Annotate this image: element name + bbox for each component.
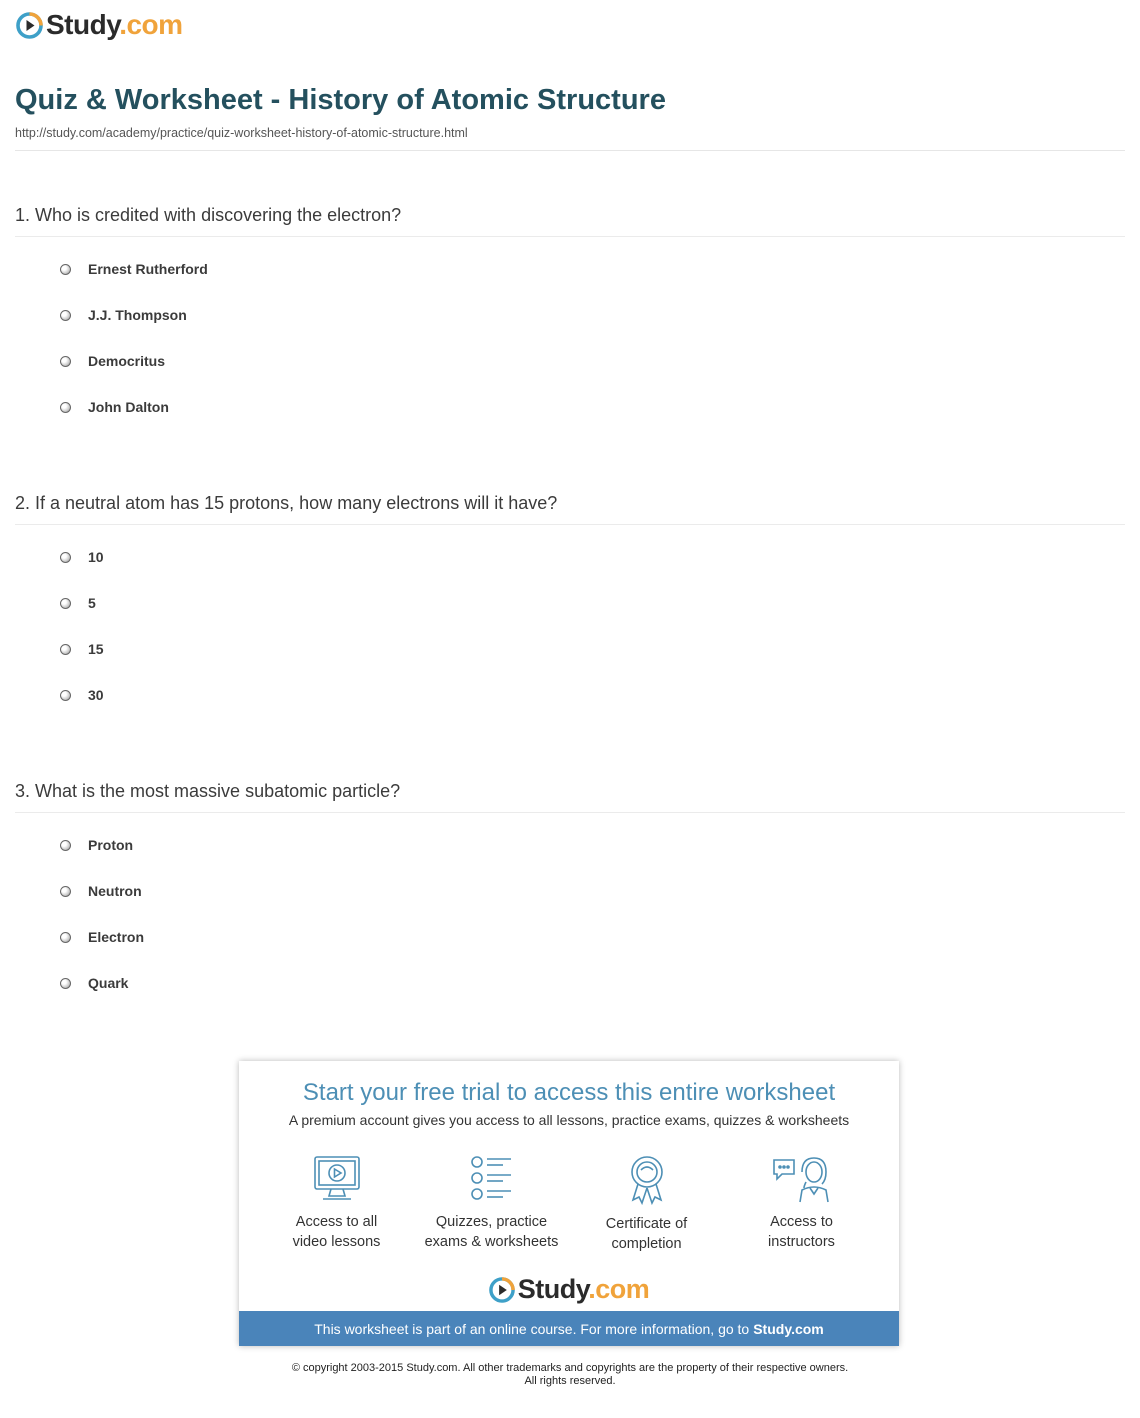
- video-lessons-icon: [311, 1154, 363, 1204]
- feature-list: [259, 1154, 879, 1254]
- radio-button[interactable]: [60, 886, 71, 897]
- rights-line: All rights reserved.: [524, 1375, 616, 1387]
- page-url: http://study.com/academy/practice/quiz-worksheet-history-of-atomic-structure.html: [15, 126, 468, 140]
- answer-option[interactable]: [60, 594, 1125, 640]
- answer-label: J.J. Thompson: [88, 307, 187, 323]
- radio-button[interactable]: [60, 552, 71, 563]
- answer-list: [60, 836, 1125, 1020]
- answer-option[interactable]: [60, 686, 1125, 732]
- promo-study-logo[interactable]: [239, 1274, 899, 1305]
- promo-subtitle: A premium account gives you access to all lessons, practice exams, quizzes & worksheets: [288, 1112, 850, 1128]
- page-title: Quiz & Worksheet - History of Atomic Structure: [15, 84, 666, 116]
- feature-label: Quizzes, practice exams & worksheets: [424, 1214, 559, 1250]
- question-divider: [15, 812, 1125, 813]
- feature-label: Access to all video lessons: [292, 1214, 381, 1250]
- answer-label: 5: [88, 595, 96, 611]
- answer-option[interactable]: [60, 928, 1125, 974]
- instructor-icon: [772, 1154, 832, 1204]
- answer-label: Ernest Rutherford: [88, 261, 208, 277]
- feature-label: Certificate of completion: [605, 1216, 688, 1252]
- radio-button[interactable]: [60, 598, 71, 609]
- answer-label: 30: [88, 687, 104, 703]
- question-text: 3. What is the most massive subatomic particle?: [15, 781, 401, 801]
- feature-certificate: [569, 1154, 724, 1254]
- radio-button[interactable]: [60, 310, 71, 321]
- radio-button[interactable]: [60, 264, 71, 275]
- answer-option[interactable]: [60, 836, 1125, 882]
- answer-label: Democritus: [88, 353, 166, 369]
- radio-button[interactable]: [60, 356, 71, 367]
- copyright-footer: [0, 1362, 1140, 1388]
- radio-button[interactable]: [60, 932, 71, 943]
- course-info-bar: [239, 1311, 899, 1346]
- answer-label: Quark: [88, 975, 129, 991]
- play-logo-icon: [489, 1277, 515, 1303]
- play-logo-icon: [16, 12, 43, 39]
- answer-option[interactable]: [60, 974, 1125, 1020]
- answer-label: 15: [88, 641, 104, 657]
- checklist-icon: [469, 1154, 515, 1204]
- study-link[interactable]: Study.com: [753, 1320, 824, 1337]
- answer-option[interactable]: [60, 548, 1125, 594]
- certificate-icon: [625, 1154, 669, 1206]
- radio-button[interactable]: [60, 978, 71, 989]
- feature-label: Access to instructors: [768, 1214, 835, 1250]
- copyright-line: © copyright 2003-2015 Study.com. All other trademarks and copyrights are the property of their respective owners.: [291, 1362, 849, 1374]
- answer-option[interactable]: [60, 260, 1125, 306]
- free-trial-promo: [239, 1061, 899, 1346]
- logo-wordmark: Study.com: [517, 1274, 650, 1304]
- question-divider: [15, 524, 1125, 525]
- answer-option[interactable]: [60, 306, 1125, 352]
- course-info-text: This worksheet is part of an online course. For more information, go to: [314, 1320, 750, 1337]
- answer-list: [60, 260, 1125, 444]
- radio-button[interactable]: [60, 644, 71, 655]
- promo-title[interactable]: Start your free trial to access this entire worksheet: [302, 1079, 836, 1106]
- header-divider: [15, 150, 1125, 151]
- question-text: 2. If a neutral atom has 15 protons, how many electrons will it have?: [15, 493, 558, 513]
- question-1: [15, 203, 1125, 444]
- answer-label: Electron: [88, 929, 145, 945]
- question-2: [15, 491, 1125, 732]
- feature-video-lessons: [259, 1154, 414, 1254]
- feature-quizzes: [414, 1154, 569, 1254]
- answer-option[interactable]: [60, 882, 1125, 928]
- answer-label: John Dalton: [88, 399, 169, 415]
- answer-label: 10: [88, 549, 104, 565]
- radio-button[interactable]: [60, 840, 71, 851]
- feature-instructors: [724, 1154, 879, 1254]
- logo-wordmark: Study.com: [46, 9, 183, 40]
- answer-option[interactable]: [60, 352, 1125, 398]
- answer-option[interactable]: [60, 640, 1125, 686]
- answer-label: Neutron: [88, 883, 142, 899]
- answer-label: Proton: [88, 837, 134, 853]
- question-text: 1. Who is credited with discovering the electron?: [15, 205, 402, 225]
- study-logo[interactable]: [16, 8, 183, 42]
- question-divider: [15, 236, 1125, 237]
- answer-option[interactable]: [60, 398, 1125, 444]
- radio-button[interactable]: [60, 690, 71, 701]
- question-3: [15, 779, 1125, 1020]
- radio-button[interactable]: [60, 402, 71, 413]
- answer-list: [60, 548, 1125, 732]
